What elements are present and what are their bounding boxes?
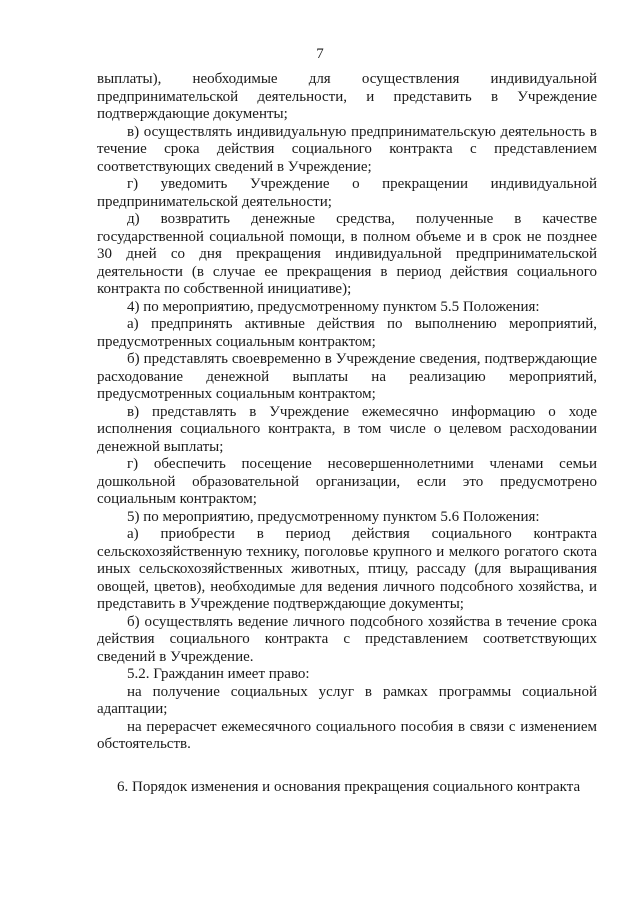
paragraph: на получение социальных услуг в рамках программы социальной адаптации; [97, 683, 597, 717]
paragraph: выплаты), необходимые для осуществления индивидуальной предпринимательской деятельности, и представить в Учреждение подтверждающие документы; [97, 71, 597, 122]
page-number: 7 [316, 46, 324, 62]
document-body [97, 71, 597, 754]
paragraph: в) представлять в Учреждение ежемесячно информацию о ходе исполнения социального контракта, в том числе о целевом расходовании денежной выплаты; [97, 403, 597, 455]
paragraph: а) предпринять активные действия по выполнению мероприятий, предусмотренных социальным контрактом; [97, 316, 597, 350]
paragraph: 4) по мероприятию, предусмотренному пунктом 5.5 Положения: [127, 298, 540, 315]
paragraph: в) осуществлять индивидуальную предпринимательскую деятельность в течение срока действия социального контракта с представлением соответствующих сведений в Учреждение; [97, 123, 597, 175]
paragraph: д) возвратить денежные средства, полученные в качестве государственной социальной помощи, в полном объеме и в срок не позднее 30 дней со дня прекращения индивидуальной предпринимательской деятельности (в случае ее прекращения в период действия социального контракта по собственной инициативе); [97, 211, 597, 297]
paragraph: а) приобрести в период действия социального контракта сельскохозяйственную технику, поголовье крупного и мелкого рогатого скота иных сельскохозяйственных животных, птицу, рассаду (для выращивания овощей, цветов), необходимые для ведения личного подсобного хозяйства, и представить в Учреждение подтверждающие документы; [97, 526, 597, 612]
paragraph: на перерасчет ежемесячного социального пособия в связи с изменением обстоятельств. [97, 718, 597, 752]
paragraph: 5) по мероприятию, предусмотренному пунктом 5.6 Положения: [127, 508, 540, 525]
paragraph: г) уведомить Учреждение о прекращении индивидуальной предпринимательской деятельности; [97, 176, 597, 210]
paragraph: б) осуществлять ведение личного подсобного хозяйства в течение срока действия социального контракта с представлением соответствующих сведений в Учреждение. [97, 613, 597, 665]
section-heading: 6. Порядок изменения и основания прекращения социального контракта [117, 779, 581, 795]
paragraph: г) обеспечить посещение несовершеннолетними членами семьи дошкольной образовательной организации, если это предусмотрено социальным контрактом; [97, 456, 597, 507]
paragraph: б) представлять своевременно в Учреждение сведения, подтверждающие расходование денежной выплаты на реализацию мероприятий, предусмотренных социальным контрактом; [97, 351, 597, 402]
paragraph: 5.2. Гражданин имеет право: [127, 666, 310, 682]
